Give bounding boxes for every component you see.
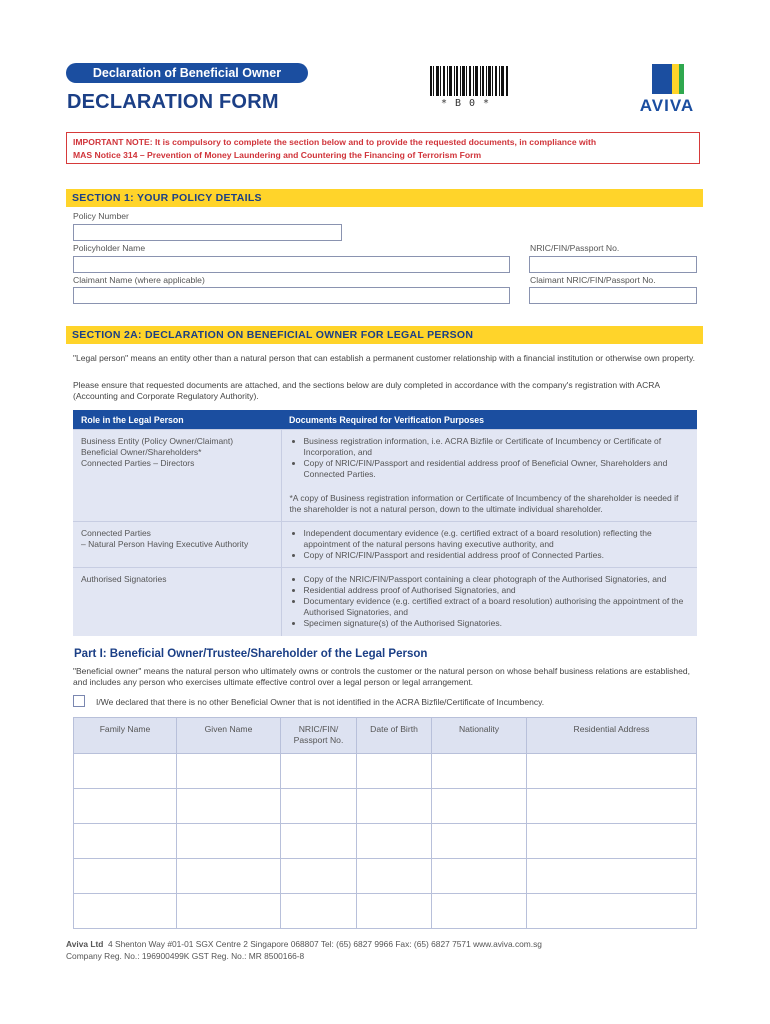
important-note xyxy=(66,132,700,164)
footer-reg: Company Reg. No.: 196900499K GST Reg. No.: MR 8500166-8 xyxy=(66,951,305,961)
footer xyxy=(66,938,542,962)
policy-number-label: Policy Number xyxy=(73,211,129,221)
family-name-header: Family Name xyxy=(74,718,177,754)
footer-line1 xyxy=(66,938,542,950)
nationality-cell[interactable] xyxy=(432,859,527,894)
given-name-cell[interactable] xyxy=(177,824,281,859)
nationality-cell[interactable] xyxy=(432,824,527,859)
documents-cell xyxy=(281,430,697,522)
residential-address-cell[interactable] xyxy=(527,894,697,929)
role-cell xyxy=(73,522,281,568)
legal-person-definition: "Legal person" means an entity other than a natural person that can establish a permanent customer relationship with a financial institution or otherwise own property. xyxy=(73,353,696,363)
table-row xyxy=(74,859,697,894)
nationality-cell[interactable] xyxy=(432,789,527,824)
nationality-header: Nationality xyxy=(432,718,527,754)
nationality-cell[interactable] xyxy=(432,894,527,929)
document-item: • Copy of the NRIC/FIN/Passport containing a clear photograph of the Authorised Signatories, and xyxy=(304,574,690,585)
no-other-owner-checkbox[interactable] xyxy=(73,695,85,707)
important-note-line2: MAS Notice 314 – Prevention of Money Laundering and Countering the Financing of Terrorism Form xyxy=(73,150,482,160)
document-item: • Independent documentary evidence (e.g. certified extract of a board resolution) reflecting the appointment of the natural persons having executive authority, and xyxy=(304,528,690,550)
aviva-logo-text: AVIVA xyxy=(639,96,695,115)
section2a-header: SECTION 2A: DECLARATION ON BENEFICIAL OWNER FOR LEGAL PERSON xyxy=(66,326,703,344)
table-row xyxy=(74,754,697,789)
table-row xyxy=(74,789,697,824)
nric-cell[interactable] xyxy=(281,859,357,894)
family-name-cell[interactable] xyxy=(74,789,177,824)
role-cell xyxy=(73,568,281,636)
date-of-birth-cell[interactable] xyxy=(357,859,432,894)
table-row xyxy=(73,522,697,568)
aviva-logo-icon xyxy=(652,64,688,94)
given-name-cell[interactable] xyxy=(177,754,281,789)
table-row xyxy=(74,824,697,859)
important-note-line1: IMPORTANT NOTE: It is compulsory to complete the section below and to provide the requested documents, in compliance with xyxy=(73,137,597,147)
given-name-cell[interactable] xyxy=(177,859,281,894)
beneficial-owner-definition: "Beneficial owner" means the natural person who ultimately owns or controls the customer or the natural person on whose behalf business relations are established, and includes any person who exercises ultimate effective control over a legal person or legal arrangement. xyxy=(73,666,690,687)
document-item: • Residential address proof of Authorised Signatories, and xyxy=(304,585,690,596)
claimant-name-label: Claimant Name (where applicable) xyxy=(73,275,205,285)
document-pill-label: Declaration of Beneficial Owner xyxy=(66,63,308,83)
nationality-cell[interactable] xyxy=(432,754,527,789)
role-line: Connected Parties xyxy=(81,528,151,538)
footer-address: 4 Shenton Way #01-01 SGX Centre 2 Singapore 068807 Tel: (65) 6827 9966 Fax: (65) 6827 7571 www.aviva.com.sg xyxy=(108,939,542,949)
nric-cell[interactable] xyxy=(281,824,357,859)
policyholder-name-input[interactable] xyxy=(73,256,510,273)
nric-header: NRIC/FIN/ Passport No. xyxy=(281,718,357,754)
date-of-birth-cell[interactable] xyxy=(357,789,432,824)
documents-cell xyxy=(281,522,697,568)
barcode-text: *B0* xyxy=(440,98,498,109)
nric-cell[interactable] xyxy=(281,789,357,824)
nric-label: NRIC/FIN/Passport No. xyxy=(530,243,620,253)
residential-address-cell[interactable] xyxy=(527,824,697,859)
role-column-header: Role in the Legal Person xyxy=(73,410,281,430)
policyholder-name-label: Policyholder Name xyxy=(73,243,146,253)
role-cell xyxy=(73,430,281,522)
documents-instruction: Please ensure that requested documents are attached, and the sections below are duly completed in accordance with the company's registration with ACRA (Accounting and Corporate Regulatory Authority). xyxy=(73,380,660,401)
table-row xyxy=(73,430,697,522)
residential-address-cell[interactable] xyxy=(527,859,697,894)
part1-title: Part I: Beneficial Owner/Trustee/Shareholder of the Legal Person xyxy=(74,648,428,660)
document-item: • Copy of NRIC/FIN/Passport and residential address proof of Connected Parties. xyxy=(304,550,690,561)
beneficial-owner-table xyxy=(73,717,697,929)
document-item: • Specimen signature(s) of the Authorised Signatories. xyxy=(304,618,690,629)
family-name-cell[interactable] xyxy=(74,859,177,894)
page-title: DECLARATION FORM xyxy=(67,91,279,113)
documents-column-header: Documents Required for Verification Purposes xyxy=(281,410,697,430)
family-name-cell[interactable] xyxy=(74,894,177,929)
document-item: • Copy of NRIC/FIN/Passport and residential address proof of Beneficial Owner, Shareholders and Connected Parties. xyxy=(304,458,690,480)
nric-input[interactable] xyxy=(529,256,697,273)
family-name-cell[interactable] xyxy=(74,824,177,859)
section1-header: SECTION 1: YOUR POLICY DETAILS xyxy=(66,189,703,207)
role-line: Connected Parties – Directors xyxy=(81,458,195,468)
table-row xyxy=(74,894,697,929)
given-name-header: Given Name xyxy=(177,718,281,754)
claimant-name-input[interactable] xyxy=(73,287,510,304)
date-of-birth-cell[interactable] xyxy=(357,894,432,929)
role-line: Beneficial Owner/Shareholders* xyxy=(81,447,202,457)
nric-cell[interactable] xyxy=(281,754,357,789)
date-of-birth-cell[interactable] xyxy=(357,824,432,859)
shareholder-footnote: *A copy of Business registration information or Certificate of Incumbency of the shareholder is needed if the shareholder is not a natural person, down to the ultimate individual shareholder. xyxy=(289,493,679,514)
family-name-cell[interactable] xyxy=(74,754,177,789)
role-line: Authorised Signatories xyxy=(81,574,167,584)
barcode-image xyxy=(428,66,510,96)
nric-cell[interactable] xyxy=(281,894,357,929)
no-other-owner-label: I/We declared that there is no other Beneficial Owner that is not identified in the ACRA Bizfile/Certificate of Incumbency. xyxy=(96,697,545,707)
residential-address-cell[interactable] xyxy=(527,789,697,824)
residential-address-header: Residential Address xyxy=(527,718,697,754)
residential-address-cell[interactable] xyxy=(527,754,697,789)
document-item: • Documentary evidence (e.g. certified extract of a board resolution) authorising the appointment of the Authorised Signatories, and xyxy=(304,596,690,618)
table-row xyxy=(73,568,697,636)
claimant-nric-input[interactable] xyxy=(529,287,697,304)
documents-cell xyxy=(281,568,697,636)
document-item: • Business registration information, i.e. ACRA Bizfile or Certificate of Incumbency or Certificate of Incorporation, and xyxy=(304,436,690,458)
claimant-nric-label: Claimant NRIC/FIN/Passport No. xyxy=(530,275,656,285)
given-name-cell[interactable] xyxy=(177,789,281,824)
footer-company: Aviva Ltd xyxy=(66,939,104,949)
date-of-birth-header: Date of Birth xyxy=(357,718,432,754)
date-of-birth-cell[interactable] xyxy=(357,754,432,789)
documents-table xyxy=(73,410,697,636)
policy-number-input[interactable] xyxy=(73,224,342,241)
role-line: – Natural Person Having Executive Authority xyxy=(81,539,249,549)
role-line: Business Entity (Policy Owner/Claimant) xyxy=(81,436,234,446)
given-name-cell[interactable] xyxy=(177,894,281,929)
